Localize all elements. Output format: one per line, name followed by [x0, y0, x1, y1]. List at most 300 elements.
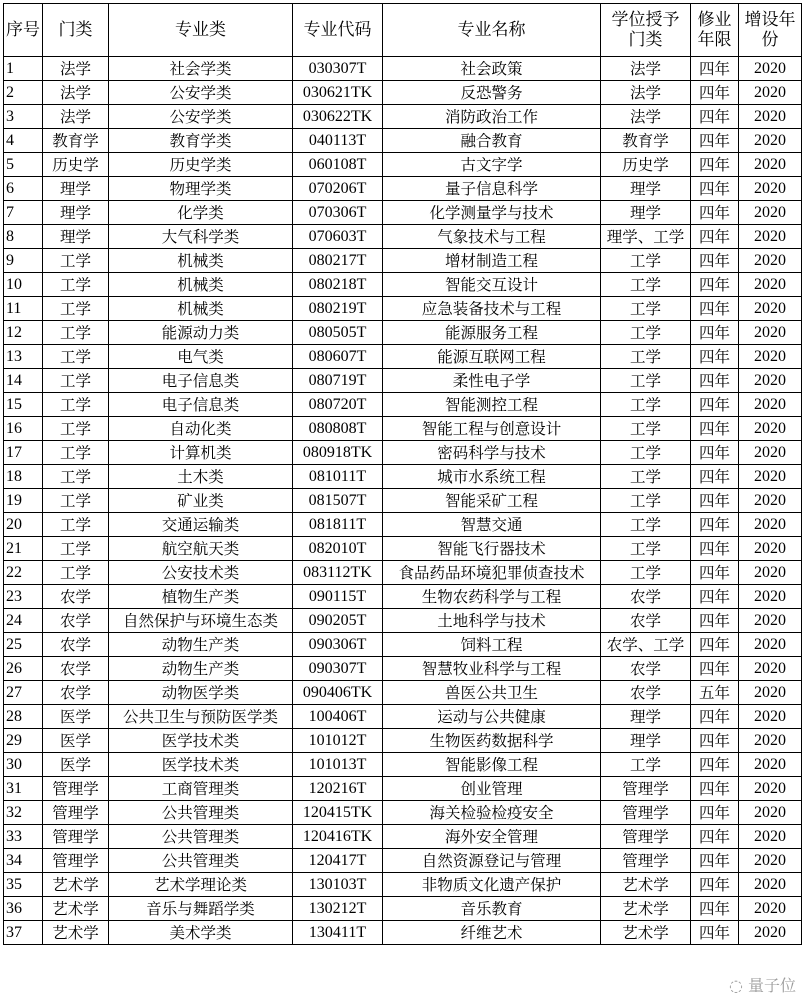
cell-index: 33 [4, 825, 43, 849]
cell-year: 2020 [739, 681, 802, 705]
cell-duration: 四年 [691, 249, 739, 273]
cell-duration: 四年 [691, 729, 739, 753]
table-row [4, 177, 802, 201]
cell-index: 18 [4, 465, 43, 489]
cell-degree-category: 艺术学 [601, 873, 691, 897]
cell-index: 2 [4, 81, 43, 105]
cell-subject-class: 电气类 [109, 345, 293, 369]
cell-category: 法学 [43, 105, 109, 129]
cell-index: 3 [4, 105, 43, 129]
table-row [4, 393, 802, 417]
cell-index: 20 [4, 513, 43, 537]
cell-code: 030622TK [293, 105, 383, 129]
cell-index: 15 [4, 393, 43, 417]
cell-code: 083112TK [293, 561, 383, 585]
table-row [4, 633, 802, 657]
cell-major-name: 柔性电子学 [383, 369, 601, 393]
table-row [4, 561, 802, 585]
cell-code: 081811T [293, 513, 383, 537]
table-row [4, 825, 802, 849]
cell-subject-class: 计算机类 [109, 441, 293, 465]
table-row [4, 465, 802, 489]
cell-degree-category: 法学 [601, 81, 691, 105]
cell-degree-category: 管理学 [601, 849, 691, 873]
cell-subject-class: 化学类 [109, 201, 293, 225]
cell-major-name: 海关检验检疫安全 [383, 801, 601, 825]
cell-code: 081011T [293, 465, 383, 489]
cell-code: 081507T [293, 489, 383, 513]
cell-category: 医学 [43, 729, 109, 753]
cell-index: 17 [4, 441, 43, 465]
cell-category: 管理学 [43, 849, 109, 873]
table-row [4, 585, 802, 609]
cell-year: 2020 [739, 393, 802, 417]
cell-category: 农学 [43, 681, 109, 705]
cell-degree-category: 艺术学 [601, 921, 691, 945]
cell-year: 2020 [739, 177, 802, 201]
cell-year: 2020 [739, 849, 802, 873]
cell-year: 2020 [739, 153, 802, 177]
cell-category: 农学 [43, 633, 109, 657]
table-row [4, 441, 802, 465]
cell-major-name: 社会政策 [383, 57, 601, 81]
cell-index: 4 [4, 129, 43, 153]
cell-subject-class: 植物生产类 [109, 585, 293, 609]
cell-category: 医学 [43, 705, 109, 729]
cell-category: 艺术学 [43, 897, 109, 921]
majors-table [3, 3, 802, 945]
cell-year: 2020 [739, 777, 802, 801]
cell-index: 23 [4, 585, 43, 609]
table-row [4, 417, 802, 441]
cell-subject-class: 公共管理类 [109, 849, 293, 873]
cell-index: 6 [4, 177, 43, 201]
cell-category: 理学 [43, 177, 109, 201]
cell-subject-class: 音乐与舞蹈学类 [109, 897, 293, 921]
table-row [4, 249, 802, 273]
cell-major-name: 古文字学 [383, 153, 601, 177]
cell-degree-category: 工学 [601, 345, 691, 369]
cell-duration: 四年 [691, 153, 739, 177]
cell-index: 30 [4, 753, 43, 777]
cell-index: 27 [4, 681, 43, 705]
cell-code: 130411T [293, 921, 383, 945]
cell-year: 2020 [739, 345, 802, 369]
table-row [4, 777, 802, 801]
header-subject-class: 专业类 [109, 4, 293, 57]
cell-degree-category: 农学 [601, 585, 691, 609]
header-category: 门类 [43, 4, 109, 57]
table-row [4, 57, 802, 81]
cell-subject-class: 动物生产类 [109, 657, 293, 681]
cell-subject-class: 交通运输类 [109, 513, 293, 537]
cell-category: 理学 [43, 201, 109, 225]
cell-duration: 四年 [691, 489, 739, 513]
cell-code: 040113T [293, 129, 383, 153]
cell-major-name: 智能飞行器技术 [383, 537, 601, 561]
cell-major-name: 生物农药科学与工程 [383, 585, 601, 609]
cell-year: 2020 [739, 729, 802, 753]
cell-degree-category: 工学 [601, 369, 691, 393]
cell-major-name: 非物质文化遗产保护 [383, 873, 601, 897]
cell-code: 070206T [293, 177, 383, 201]
cell-index: 14 [4, 369, 43, 393]
cell-subject-class: 公安学类 [109, 81, 293, 105]
cell-year: 2020 [739, 585, 802, 609]
cell-category: 管理学 [43, 825, 109, 849]
cell-category: 工学 [43, 465, 109, 489]
cell-major-name: 自然资源登记与管理 [383, 849, 601, 873]
table-row [4, 273, 802, 297]
cell-duration: 四年 [691, 57, 739, 81]
cell-index: 36 [4, 897, 43, 921]
cell-category: 法学 [43, 81, 109, 105]
cell-year: 2020 [739, 249, 802, 273]
cell-subject-class: 电子信息类 [109, 369, 293, 393]
cell-major-name: 创业管理 [383, 777, 601, 801]
cell-code: 101013T [293, 753, 383, 777]
cell-duration: 四年 [691, 777, 739, 801]
cell-subject-class: 医学技术类 [109, 753, 293, 777]
cell-major-name: 反恐警务 [383, 81, 601, 105]
cell-duration: 四年 [691, 657, 739, 681]
cell-duration: 四年 [691, 465, 739, 489]
cell-year: 2020 [739, 921, 802, 945]
cell-degree-category: 农学 [601, 681, 691, 705]
cell-degree-category: 管理学 [601, 777, 691, 801]
cell-degree-category: 工学 [601, 249, 691, 273]
cell-year: 2020 [739, 273, 802, 297]
watermark-text: 量子位 [747, 976, 796, 995]
cell-code: 130103T [293, 873, 383, 897]
cell-subject-class: 历史学类 [109, 153, 293, 177]
cell-degree-category: 工学 [601, 513, 691, 537]
cell-duration: 四年 [691, 921, 739, 945]
cell-code: 030307T [293, 57, 383, 81]
cell-major-name: 海外安全管理 [383, 825, 601, 849]
cell-subject-class: 公共卫生与预防医学类 [109, 705, 293, 729]
cell-year: 2020 [739, 441, 802, 465]
cell-category: 农学 [43, 609, 109, 633]
table-row [4, 489, 802, 513]
cell-degree-category: 工学 [601, 297, 691, 321]
cell-year: 2020 [739, 369, 802, 393]
cell-index: 9 [4, 249, 43, 273]
cell-year: 2020 [739, 609, 802, 633]
cell-category: 工学 [43, 489, 109, 513]
cell-major-name: 饲料工程 [383, 633, 601, 657]
table-row [4, 537, 802, 561]
cell-index: 24 [4, 609, 43, 633]
cell-code: 030621TK [293, 81, 383, 105]
table-row [4, 225, 802, 249]
cell-major-name: 土地科学与技术 [383, 609, 601, 633]
cell-code: 080607T [293, 345, 383, 369]
cell-degree-category: 工学 [601, 465, 691, 489]
cell-major-name: 能源互联网工程 [383, 345, 601, 369]
header-year: 增设年份 [739, 4, 802, 57]
cell-duration: 四年 [691, 441, 739, 465]
cell-subject-class: 矿业类 [109, 489, 293, 513]
cell-category: 工学 [43, 537, 109, 561]
cell-code: 080218T [293, 273, 383, 297]
cell-index: 5 [4, 153, 43, 177]
cell-major-name: 量子信息科学 [383, 177, 601, 201]
cell-category: 工学 [43, 393, 109, 417]
cell-year: 2020 [739, 825, 802, 849]
cell-major-name: 应急装备技术与工程 [383, 297, 601, 321]
watermark-logo: ◌ 量子位 [728, 976, 796, 995]
cell-duration: 四年 [691, 297, 739, 321]
cell-year: 2020 [739, 513, 802, 537]
cell-year: 2020 [739, 81, 802, 105]
table-row [4, 897, 802, 921]
cell-category: 工学 [43, 345, 109, 369]
cell-duration: 四年 [691, 345, 739, 369]
cell-code: 120216T [293, 777, 383, 801]
cell-index: 1 [4, 57, 43, 81]
cell-index: 22 [4, 561, 43, 585]
cell-duration: 四年 [691, 897, 739, 921]
cell-major-name: 智能工程与创意设计 [383, 417, 601, 441]
cell-duration: 四年 [691, 609, 739, 633]
table-row [4, 321, 802, 345]
cell-code: 060108T [293, 153, 383, 177]
cell-duration: 四年 [691, 849, 739, 873]
cell-year: 2020 [739, 321, 802, 345]
table-row [4, 801, 802, 825]
cell-category: 农学 [43, 585, 109, 609]
cell-duration: 五年 [691, 681, 739, 705]
cell-major-name: 化学测量学与技术 [383, 201, 601, 225]
cell-index: 12 [4, 321, 43, 345]
cell-year: 2020 [739, 57, 802, 81]
cell-degree-category: 理学、工学 [601, 225, 691, 249]
cell-degree-category: 理学 [601, 201, 691, 225]
cell-degree-category: 管理学 [601, 825, 691, 849]
cell-duration: 四年 [691, 873, 739, 897]
cell-subject-class: 自然保护与环境生态类 [109, 609, 293, 633]
cell-degree-category: 教育学 [601, 129, 691, 153]
cell-index: 19 [4, 489, 43, 513]
cell-duration: 四年 [691, 201, 739, 225]
table-row [4, 681, 802, 705]
cell-duration: 四年 [691, 129, 739, 153]
cell-year: 2020 [739, 561, 802, 585]
cell-duration: 四年 [691, 753, 739, 777]
cell-category: 历史学 [43, 153, 109, 177]
cell-subject-class: 公安技术类 [109, 561, 293, 585]
cell-duration: 四年 [691, 825, 739, 849]
cell-category: 艺术学 [43, 921, 109, 945]
cell-category: 管理学 [43, 777, 109, 801]
cell-degree-category: 理学 [601, 177, 691, 201]
table-row [4, 153, 802, 177]
cell-index: 32 [4, 801, 43, 825]
cell-category: 工学 [43, 249, 109, 273]
cell-code: 070603T [293, 225, 383, 249]
cell-duration: 四年 [691, 633, 739, 657]
cell-duration: 四年 [691, 81, 739, 105]
cell-code: 120417T [293, 849, 383, 873]
cell-code: 100406T [293, 705, 383, 729]
cell-category: 农学 [43, 657, 109, 681]
table-row [4, 753, 802, 777]
table-row [4, 657, 802, 681]
cell-year: 2020 [739, 201, 802, 225]
cell-degree-category: 历史学 [601, 153, 691, 177]
table-row [4, 729, 802, 753]
cell-subject-class: 大气科学类 [109, 225, 293, 249]
cell-index: 34 [4, 849, 43, 873]
cell-duration: 四年 [691, 321, 739, 345]
cell-duration: 四年 [691, 369, 739, 393]
cell-code: 080808T [293, 417, 383, 441]
cell-category: 工学 [43, 273, 109, 297]
cell-degree-category: 农学、工学 [601, 633, 691, 657]
cell-year: 2020 [739, 105, 802, 129]
cell-duration: 四年 [691, 177, 739, 201]
cell-category: 工学 [43, 417, 109, 441]
cell-duration: 四年 [691, 393, 739, 417]
cell-degree-category: 法学 [601, 57, 691, 81]
cell-code: 080918TK [293, 441, 383, 465]
cell-duration: 四年 [691, 561, 739, 585]
cell-year: 2020 [739, 897, 802, 921]
cell-year: 2020 [739, 801, 802, 825]
cell-subject-class: 美术学类 [109, 921, 293, 945]
cell-major-name: 智慧牧业科学与工程 [383, 657, 601, 681]
cell-degree-category: 管理学 [601, 801, 691, 825]
table-row [4, 705, 802, 729]
cell-major-name: 生物医药数据科学 [383, 729, 601, 753]
cell-major-name: 兽医公共卫生 [383, 681, 601, 705]
cell-subject-class: 教育学类 [109, 129, 293, 153]
cell-major-name: 智能测控工程 [383, 393, 601, 417]
cell-duration: 四年 [691, 417, 739, 441]
header-code: 专业代码 [293, 4, 383, 57]
cell-duration: 四年 [691, 585, 739, 609]
cell-major-name: 智慧交通 [383, 513, 601, 537]
header-degree-category: 学位授予门类 [601, 4, 691, 57]
cell-duration: 四年 [691, 801, 739, 825]
cell-subject-class: 机械类 [109, 297, 293, 321]
cell-year: 2020 [739, 225, 802, 249]
cell-major-name: 密码科学与技术 [383, 441, 601, 465]
cell-subject-class: 物理学类 [109, 177, 293, 201]
table-row [4, 369, 802, 393]
cell-subject-class: 社会学类 [109, 57, 293, 81]
cell-year: 2020 [739, 417, 802, 441]
cell-major-name: 食品药品环境犯罪侦查技术 [383, 561, 601, 585]
table-row [4, 345, 802, 369]
cell-index: 8 [4, 225, 43, 249]
cell-subject-class: 动物生产类 [109, 633, 293, 657]
cell-subject-class: 土木类 [109, 465, 293, 489]
cell-major-name: 增材制造工程 [383, 249, 601, 273]
cell-major-name: 城市水系统工程 [383, 465, 601, 489]
cell-category: 管理学 [43, 801, 109, 825]
cell-year: 2020 [739, 297, 802, 321]
header-duration: 修业年限 [691, 4, 739, 57]
cell-code: 090307T [293, 657, 383, 681]
cell-index: 29 [4, 729, 43, 753]
cell-code: 080219T [293, 297, 383, 321]
cell-code: 080505T [293, 321, 383, 345]
table-row [4, 849, 802, 873]
cell-category: 法学 [43, 57, 109, 81]
cell-index: 37 [4, 921, 43, 945]
cell-index: 28 [4, 705, 43, 729]
cell-subject-class: 自动化类 [109, 417, 293, 441]
cell-subject-class: 公安学类 [109, 105, 293, 129]
table-row [4, 513, 802, 537]
cell-degree-category: 工学 [601, 321, 691, 345]
cell-subject-class: 机械类 [109, 249, 293, 273]
cell-code: 080719T [293, 369, 383, 393]
table-row [4, 609, 802, 633]
cell-year: 2020 [739, 705, 802, 729]
cell-major-name: 融合教育 [383, 129, 601, 153]
cell-category: 工学 [43, 561, 109, 585]
header-major-name: 专业名称 [383, 4, 601, 57]
table-row [4, 873, 802, 897]
cell-category: 工学 [43, 369, 109, 393]
cell-index: 7 [4, 201, 43, 225]
cell-major-name: 运动与公共健康 [383, 705, 601, 729]
cell-major-name: 智能交互设计 [383, 273, 601, 297]
cell-code: 090406TK [293, 681, 383, 705]
cell-code: 090115T [293, 585, 383, 609]
table-row [4, 921, 802, 945]
cell-year: 2020 [739, 873, 802, 897]
cell-year: 2020 [739, 657, 802, 681]
cell-subject-class: 能源动力类 [109, 321, 293, 345]
cell-major-name: 消防政治工作 [383, 105, 601, 129]
cell-category: 工学 [43, 321, 109, 345]
cell-code: 120416TK [293, 825, 383, 849]
cell-code: 120415TK [293, 801, 383, 825]
cell-year: 2020 [739, 633, 802, 657]
cell-duration: 四年 [691, 105, 739, 129]
cell-subject-class: 公共管理类 [109, 801, 293, 825]
cell-degree-category: 工学 [601, 537, 691, 561]
cell-duration: 四年 [691, 537, 739, 561]
cell-index: 31 [4, 777, 43, 801]
table-row [4, 81, 802, 105]
cell-major-name: 智能采矿工程 [383, 489, 601, 513]
cell-code: 070306T [293, 201, 383, 225]
cell-duration: 四年 [691, 225, 739, 249]
cell-index: 21 [4, 537, 43, 561]
cell-duration: 四年 [691, 273, 739, 297]
cell-category: 教育学 [43, 129, 109, 153]
cell-category: 工学 [43, 297, 109, 321]
cell-code: 082010T [293, 537, 383, 561]
cell-degree-category: 工学 [601, 561, 691, 585]
cell-subject-class: 动物医学类 [109, 681, 293, 705]
cell-major-name: 能源服务工程 [383, 321, 601, 345]
cell-degree-category: 工学 [601, 273, 691, 297]
cell-code: 090205T [293, 609, 383, 633]
cell-year: 2020 [739, 465, 802, 489]
cell-degree-category: 农学 [601, 657, 691, 681]
header-row [4, 4, 802, 57]
cell-subject-class: 艺术学理论类 [109, 873, 293, 897]
cell-code: 080720T [293, 393, 383, 417]
cell-year: 2020 [739, 537, 802, 561]
cell-category: 工学 [43, 441, 109, 465]
